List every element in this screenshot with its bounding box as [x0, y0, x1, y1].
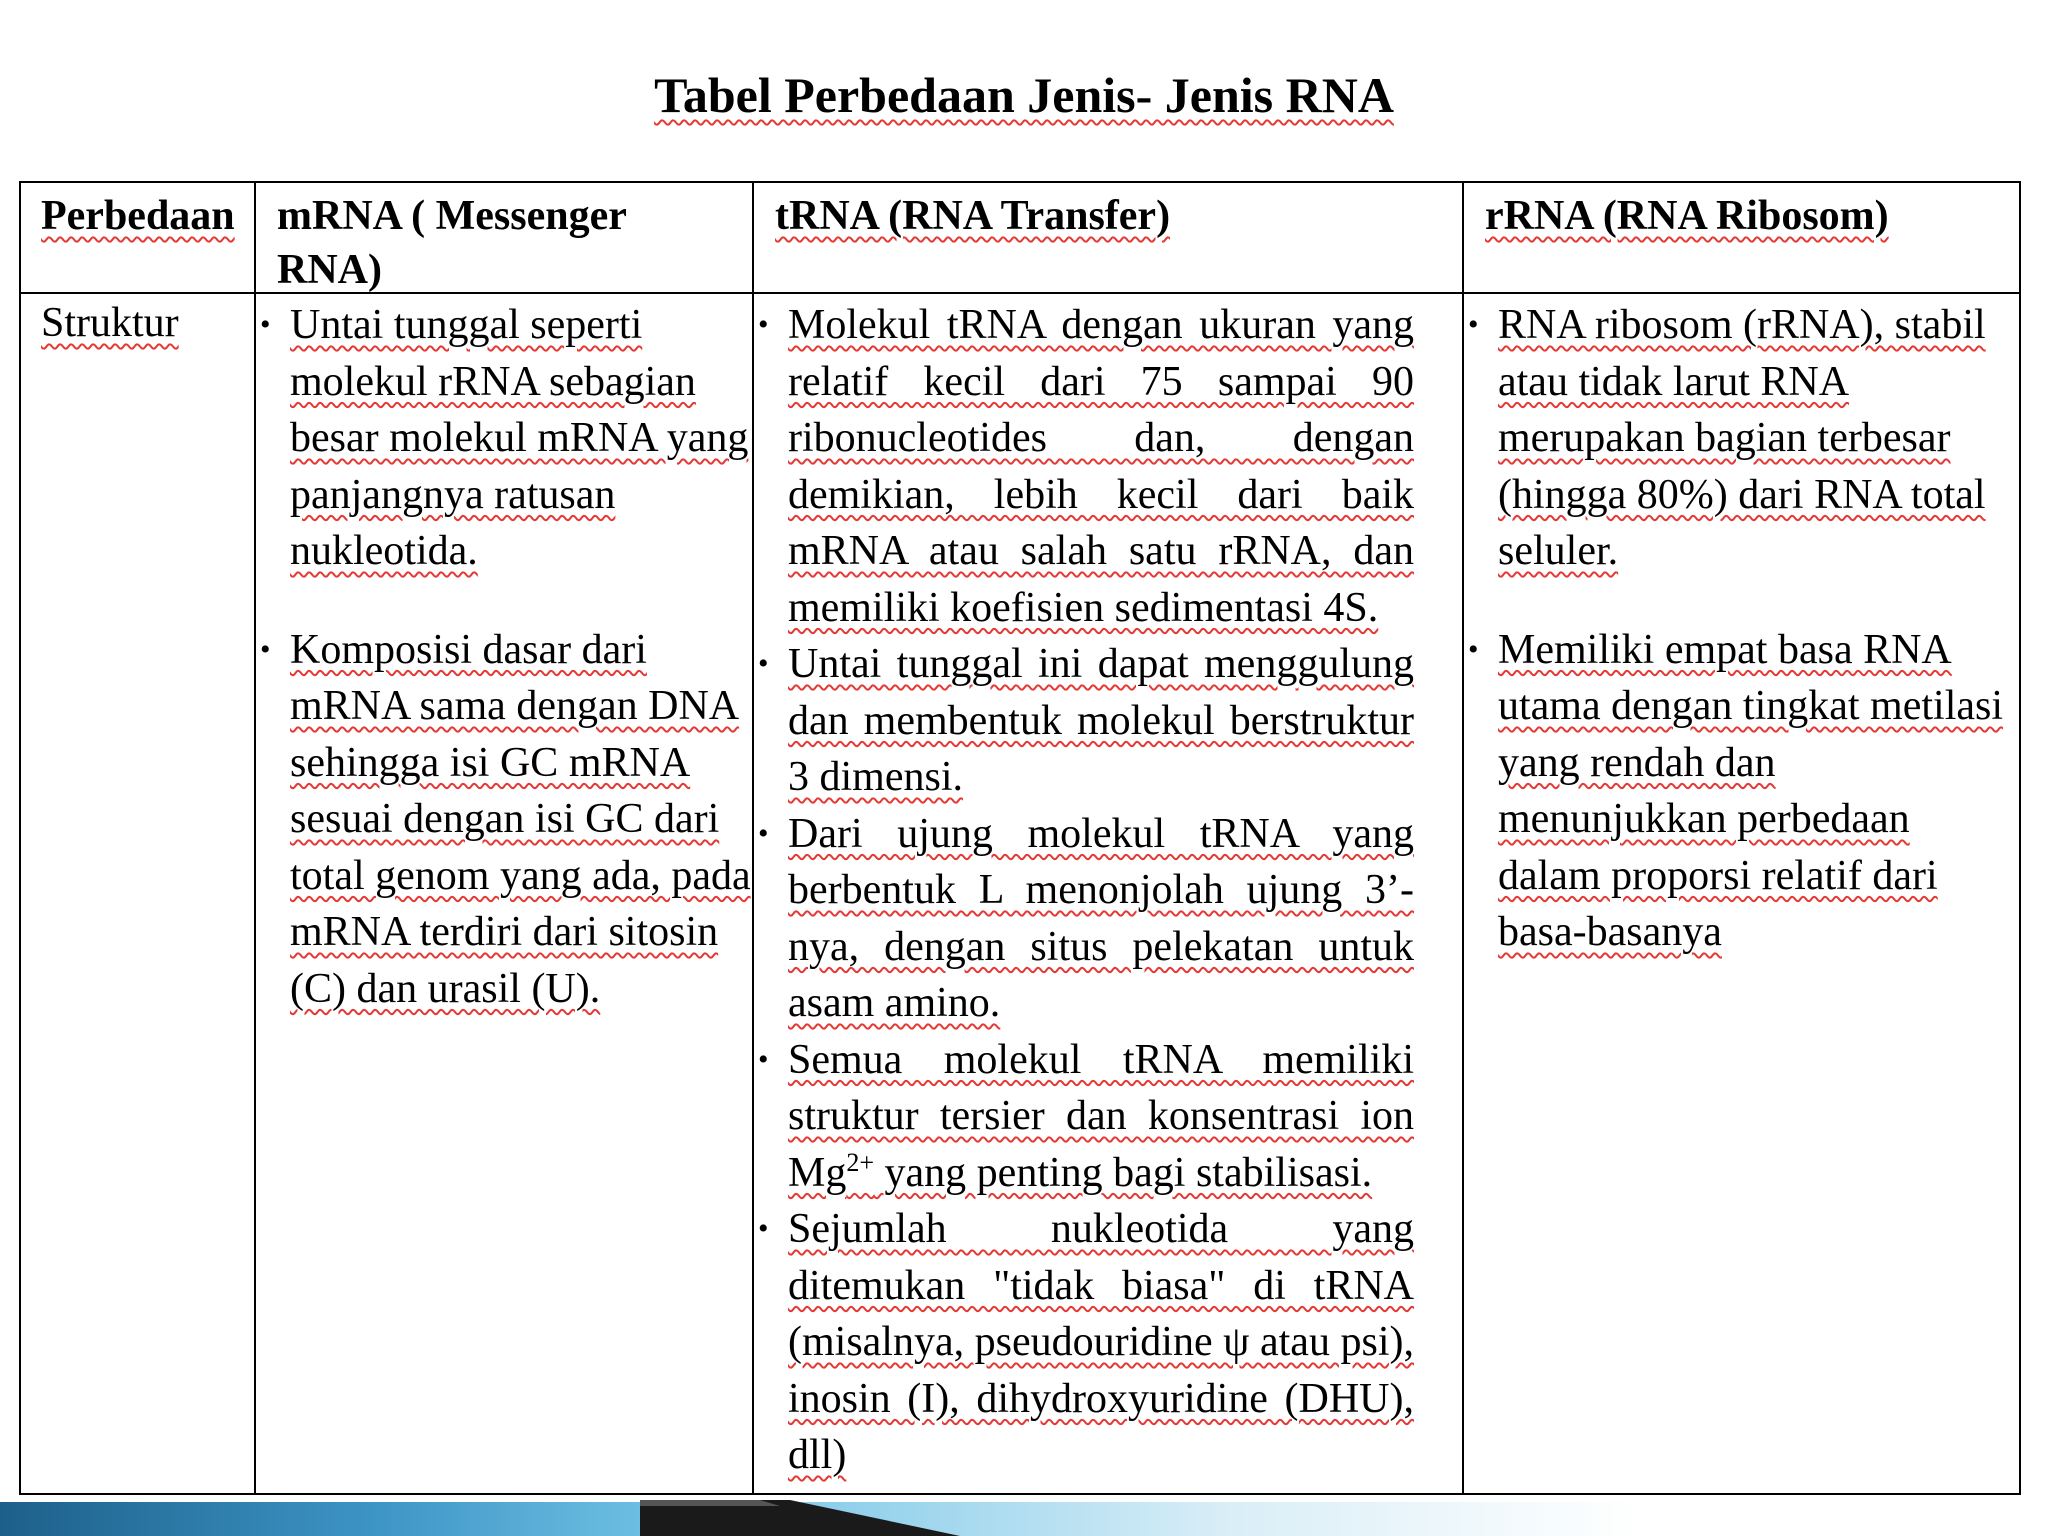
bullet-icon: •	[758, 308, 769, 341]
trna-bullet-list	[754, 297, 1414, 1484]
bullet-icon: •	[758, 1042, 769, 1076]
table-bottom-border	[19, 1493, 2021, 1495]
bullet-icon: •	[758, 816, 769, 850]
bullet-icon: •	[1468, 632, 1479, 666]
list-item: • Untai tunggal seperti molekul rRNA sebagian besar molekul mRNA yang panjangnya ratusan nukleotida.	[256, 297, 756, 580]
mrna-structure-cell	[256, 297, 756, 1017]
mrna-bullet-list	[256, 297, 756, 1017]
list-item: • Komposisi dasar dari mRNA sama dengan DNA sehingga isi GC mRNA sesuai dengan isi GC dari total genom yang ada, pada mRNA terdiri dari sitosin (C) dan urasil (U).	[256, 622, 756, 1018]
arrow-highlight	[640, 1500, 780, 1506]
bullet-icon: •	[758, 647, 769, 680]
list-item: • Sejumlah nukleotida yang ditemukan "tidak biasa" di tRNA (misalnya, pseudouridine ψ atau psi), inosin (I), dihydroxyuridine (DHU), dll)	[754, 1201, 1414, 1484]
list-item: • Untai tunggal ini dapat menggulung dan membentuk molekul berstruktur 3 dimensi.	[754, 636, 1414, 806]
list-item	[754, 1032, 1414, 1202]
footer-gradient-bar	[0, 1502, 2048, 1536]
rrna-bullet-list	[1464, 297, 2014, 961]
page-title: Tabel Perbedaan Jenis- Jenis RNA	[654, 67, 1394, 123]
row-label-struktur: Struktur	[41, 300, 179, 346]
list-item: • RNA ribosom (rRNA), stabil atau tidak larut RNA merupakan bagian terbesar (hingga 80%) dari RNA total seluler.	[1464, 297, 2014, 580]
rrna-structure-cell	[1464, 297, 2014, 961]
table-top-border	[19, 181, 2021, 183]
list-item: • Molekul tRNA dengan ukuran yang relatif kecil dari 75 sampai 90 ribonucleotides dan, dengan demikian, lebih kecil dari baik mRNA atau salah satu rRNA, dan memiliki koefisien sedimentasi 4S.	[754, 297, 1414, 636]
header-rrna: rRNA (RNA Ribosom)	[1485, 193, 1889, 239]
footer-arrow-icon	[640, 1500, 960, 1536]
trna-structure-cell	[754, 297, 1414, 1484]
table-right-border	[2019, 181, 2021, 1495]
header-mrna: mRNA ( Messenger RNA)	[277, 193, 627, 293]
bullet-icon: •	[260, 308, 271, 341]
bullet-icon: •	[758, 1212, 769, 1245]
list-item: • Dari ujung molekul tRNA yang berbentuk L menonjolah ujung 3’-nya, dengan situs pelekatan untuk asam amino.	[754, 806, 1414, 1032]
bullet-icon: •	[260, 632, 271, 666]
bullet-icon: •	[1468, 308, 1479, 341]
rna-comparison-table	[19, 181, 2021, 1495]
header-perbedaan: Perbedaan	[41, 193, 235, 239]
table-left-border	[19, 181, 21, 1495]
mg-ion-text: Semua molekul tRNA memiliki struktur tersier dan konsentrasi ion $Mg^{2+}$ yang penting bagi stabilisasi.	[788, 1036, 1414, 1196]
list-item: • Memiliki empat basa RNA utama dengan tingkat metilasi yang rendah dan menunjukkan perbedaan dalam proporsi relatif dari basa-basanya	[1464, 622, 2014, 961]
header-trna: tRNA (RNA Transfer)	[775, 193, 1171, 239]
